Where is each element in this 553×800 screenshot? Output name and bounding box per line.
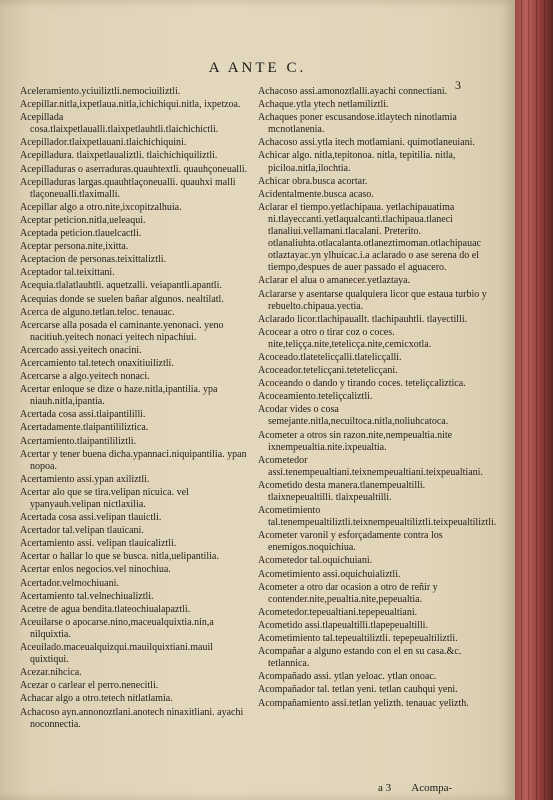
- dictionary-entry: Acertador tal.velipan tlauicani.: [20, 525, 144, 537]
- dictionary-entry: Achaques poner escusandose.itlaytech ninotlamia mcnotlanenia.: [258, 112, 457, 136]
- dictionary-entry: Achacar algo a otro.tetech nitlatlamia.: [20, 693, 173, 705]
- dictionary-entry: Acertamiento tal.velnechiualiztli.: [20, 590, 154, 602]
- dictionary-entry: Aclarar el alua o amanecer.yetlaztaya.: [258, 275, 411, 287]
- dictionary-entry: Aceuilado.maceualquizqui.mauilquixtiani.mauil quixtiqui.: [20, 642, 213, 666]
- dictionary-entry: Acepillar algo a otro.nite,ixcopitzalhuia.: [20, 201, 182, 213]
- dictionary-entry: Acepilladuras largas.quauhtlaçoneualli. quauhxi malli tlaçoneualli.tlaximalli.: [20, 176, 236, 200]
- dictionary-entry: Achaque.ytla ytech netlamiliztli.: [258, 99, 389, 111]
- dictionary-entry: Aclararse y asentarse qualquiera licor que estaua turbio y rebuelto.chipaua.yectia.: [258, 288, 487, 312]
- page-header-title: A ANTE C.: [208, 60, 307, 76]
- dictionary-entry: Acepilladura. tlaixpetlaualiztli. tlaichichiquiliztli.: [20, 150, 218, 162]
- dictionary-entry: Acoceando o dando y tirando coces. teteliçcaliztica.: [258, 378, 466, 390]
- dictionary-entry: Acoceador.tetelicçani.tetetelicçani.: [258, 365, 398, 377]
- dictionary-entry: Achacoso ayn.annonoztlani.anotech ninaxitliani. ayachi noconnectia.: [20, 706, 244, 730]
- dictionary-entry: Acompañamiento assi.tetlan yelizth. tenauac yelizth.: [258, 697, 469, 709]
- dictionary-entry: Aceptador tal.teixittani.: [20, 267, 115, 279]
- dictionary-entry: Aceptada peticion.tlauelcactli.: [20, 228, 142, 240]
- dictionary-entry: Aceuilarse o apocarse.nino,maceualquixtia.nin,a nilquixtia.: [20, 616, 214, 640]
- dictionary-entry: Achacoso assi.amonoztlalli.ayachi connectiani.: [258, 86, 448, 97]
- dictionary-entry: Acercarse a algo.yeitech nonaci.: [20, 371, 150, 383]
- dictionary-entry: Acercado assi.yeitech onacini.: [20, 344, 142, 356]
- dictionary-entry: Acompañado assi. ytlan yeloac. ytlan onoac.: [258, 671, 437, 683]
- book-page-edge: [515, 0, 553, 800]
- dictionary-entry: Aceleramiento.yciuiliztli.nemociuiliztli.: [20, 86, 181, 97]
- dictionary-entry: Acertar o hallar lo que se busca. nitla,uelipantilia.: [20, 551, 219, 563]
- dictionary-entry: Acometer a otros sin razon.nite,nempeualtia.nite ixnempeualtia.nite.ixpeualtia.: [258, 429, 453, 453]
- dictionary-entry: Acertar enlos negocios.vel ninochiua.: [20, 564, 171, 576]
- dictionary-entry: Acertamiento.tlaipantililiztli.: [20, 435, 137, 447]
- dictionary-entry: Acoceamiento.teteliçcaliztli.: [258, 391, 373, 403]
- dictionary-entry: Acezar.nihcica.: [20, 667, 82, 679]
- page-number: 3: [455, 78, 461, 92]
- dictionary-entry: Aclarado licor.tlachipauallt. tlachipauhtli. tlayectilli.: [258, 313, 468, 325]
- dictionary-entry: Acertar y tener buena dicha.ypannaci.niquipantilia. ypan nopoa.: [20, 448, 247, 472]
- dictionary-entry: Achacoso assi.ytla itech motlamiani. quimotlaneuiani.: [258, 137, 475, 149]
- dictionary-entry: Acetre de agua bendita.tlateochiualapaztli.: [20, 603, 191, 615]
- dictionary-entry: Acertada cosa assi.velipan tlauictli.: [20, 512, 162, 524]
- dictionary-entry: Acerca de alguno.tetlan.teloc. tenauac.: [20, 306, 175, 318]
- right-column: [258, 86, 497, 711]
- dictionary-entry: Acometedor assi.tenempeualtiani.teixnempeualtiani.teixpeualtiani.: [258, 454, 483, 478]
- dictionary-entry: Acometer varonil y esforçadamente contra los enemigos.noquichiua.: [258, 530, 443, 554]
- dictionary-entry: Acertada cosa assi.tlaipantililli.: [20, 409, 146, 421]
- page-footer: [378, 782, 470, 794]
- dictionary-entry: Acometer a otro dar ocasion a otro de reñir y contender.nite,peualtia.nite,pepeualtia.: [258, 581, 438, 605]
- dictionary-entry: Acompañador tal. tetlan yeni. tetlan cauhqui yeni.: [258, 684, 458, 696]
- dictionary-entry: Aclarar el tiempo.yetlachipaua. yetlachipauatima ni.tlayeccanti.yetlaqualcanti.tlachipaua.tlaneci tlanaliui.vellamani.tlacalani. Preterito. otlanaliuhta.otlacalanta.otlaneztimoman.otlachipauac otlaztayac.yn ylhuicac.i.a aclarado o ase serena do el tiempo,despues de auer passado el aguacero.: [258, 201, 481, 274]
- dictionary-entry: Acoceado.tlatetelicçalli.tlatelicçalli.: [258, 351, 402, 363]
- dictionary-entry: Acertamiento assi. velipan tlauicaliztli.: [20, 538, 177, 550]
- dictionary-entry: Acertadamente.tlaipantililiztica.: [20, 422, 149, 434]
- left-column: [20, 86, 250, 732]
- dictionary-entry: Acometido assi.tlapeualtilli.tlapepeualtilli.: [258, 619, 428, 631]
- dictionary-entry: Aceptar persona.nite,ixitta.: [20, 241, 129, 253]
- dictionary-entry: Acepillada cosa.tlaixpetlaualli.tlaixpetlauhtli.tlaichichictli.: [20, 112, 219, 136]
- dictionary-entry: Acertamiento assi.ypan axiliztli.: [20, 473, 150, 485]
- dictionary-entry: Aceptar peticion.nitla,ueleaqui.: [20, 214, 146, 226]
- dictionary-entry: Acometedor tal.oquichuiani.: [258, 555, 373, 567]
- dictionary-entry: Acertador.velmochiuani.: [20, 577, 119, 589]
- dictionary-entry: Acocear a otro o tirar coz o coces. nite,teliçça.nite,tetelicça.nite,cemicxotla.: [258, 326, 432, 350]
- catchword: Acompa-: [411, 782, 453, 794]
- dictionary-entry: Acidentalmente.busca acaso.: [258, 188, 374, 200]
- dictionary-entry: Acometido desta manera.tlanempeualtilli. tlaixnepeualtilli. tlaixpeualtilli.: [258, 479, 426, 503]
- dictionary-entry: Aceptacion de personas.teixittaliztli.: [20, 254, 167, 266]
- dictionary-entry: Acometedor.tepeualtiani.tepepeualtiani.: [258, 606, 418, 618]
- dictionary-entry: Acometimiento assi.oquichuializtli.: [258, 568, 401, 580]
- dictionary-entry: Acepillar.nitla,ixpetlaua.nitla,ichichiqui.nitla, ixpetzoa.: [20, 99, 241, 111]
- dictionary-entry: Acompañar a alguno estando con el en su casa.&c. tetlannica.: [258, 646, 462, 670]
- dictionary-entry: Acepillador.tlaixpetlauani.tlaichichiquini.: [20, 137, 187, 149]
- dictionary-entry: Acequia.tlalatlauhtli. aquetzalli. veiapantli.apantli.: [20, 280, 222, 292]
- dictionary-entry: Acequias donde se suelen bañar algunos. nealtilatl.: [20, 293, 224, 305]
- dictionary-entry: Acertar enloque se dize o haze.nitla,ipantilia. ypa niauh.nitla,ipantia.: [20, 384, 218, 408]
- dictionary-entry: Acertar alo que se tira.velipan nicuica. vel ypanyauh.velipan nictlaxilia.: [20, 486, 189, 510]
- dictionary-entry: Acezar o carlear el perro.nenecitli.: [20, 680, 159, 692]
- dictionary-entry: Acercarse alla posada el caminante.yenonaci. yeno nacitiuh.yeitech nonaci yeitech nipachiui.: [20, 319, 224, 343]
- dictionary-entry: Acodar vides o cosa semejante.nitla,necuiltoca.nitla,noliuhcatoca.: [258, 404, 449, 428]
- dictionary-entry: Acercamiento tal.tetech onaxitiuiliztli.: [20, 357, 174, 369]
- dictionary-entry: Acepilladuras o aserraduras.quauhtextli. quauhçoneualli.: [20, 163, 248, 175]
- signature-mark: a 3: [378, 782, 392, 794]
- dictionary-entry: Achicar obra.busca acortar.: [258, 175, 368, 187]
- dictionary-entry: Achicar algo. nitla,tepitonoa. nitla, tepitilia. nitla, piciloa.nitla,ilochtia.: [258, 150, 456, 174]
- dictionary-entry: Acometimiento tal.tepeualtiliztli. tepepeualtiliztli.: [258, 633, 458, 645]
- dictionary-entry: Acometimiento tal.tenempeualtiliztli.teixnempeualtiliztli.teixpeualtiliztli.: [258, 505, 497, 529]
